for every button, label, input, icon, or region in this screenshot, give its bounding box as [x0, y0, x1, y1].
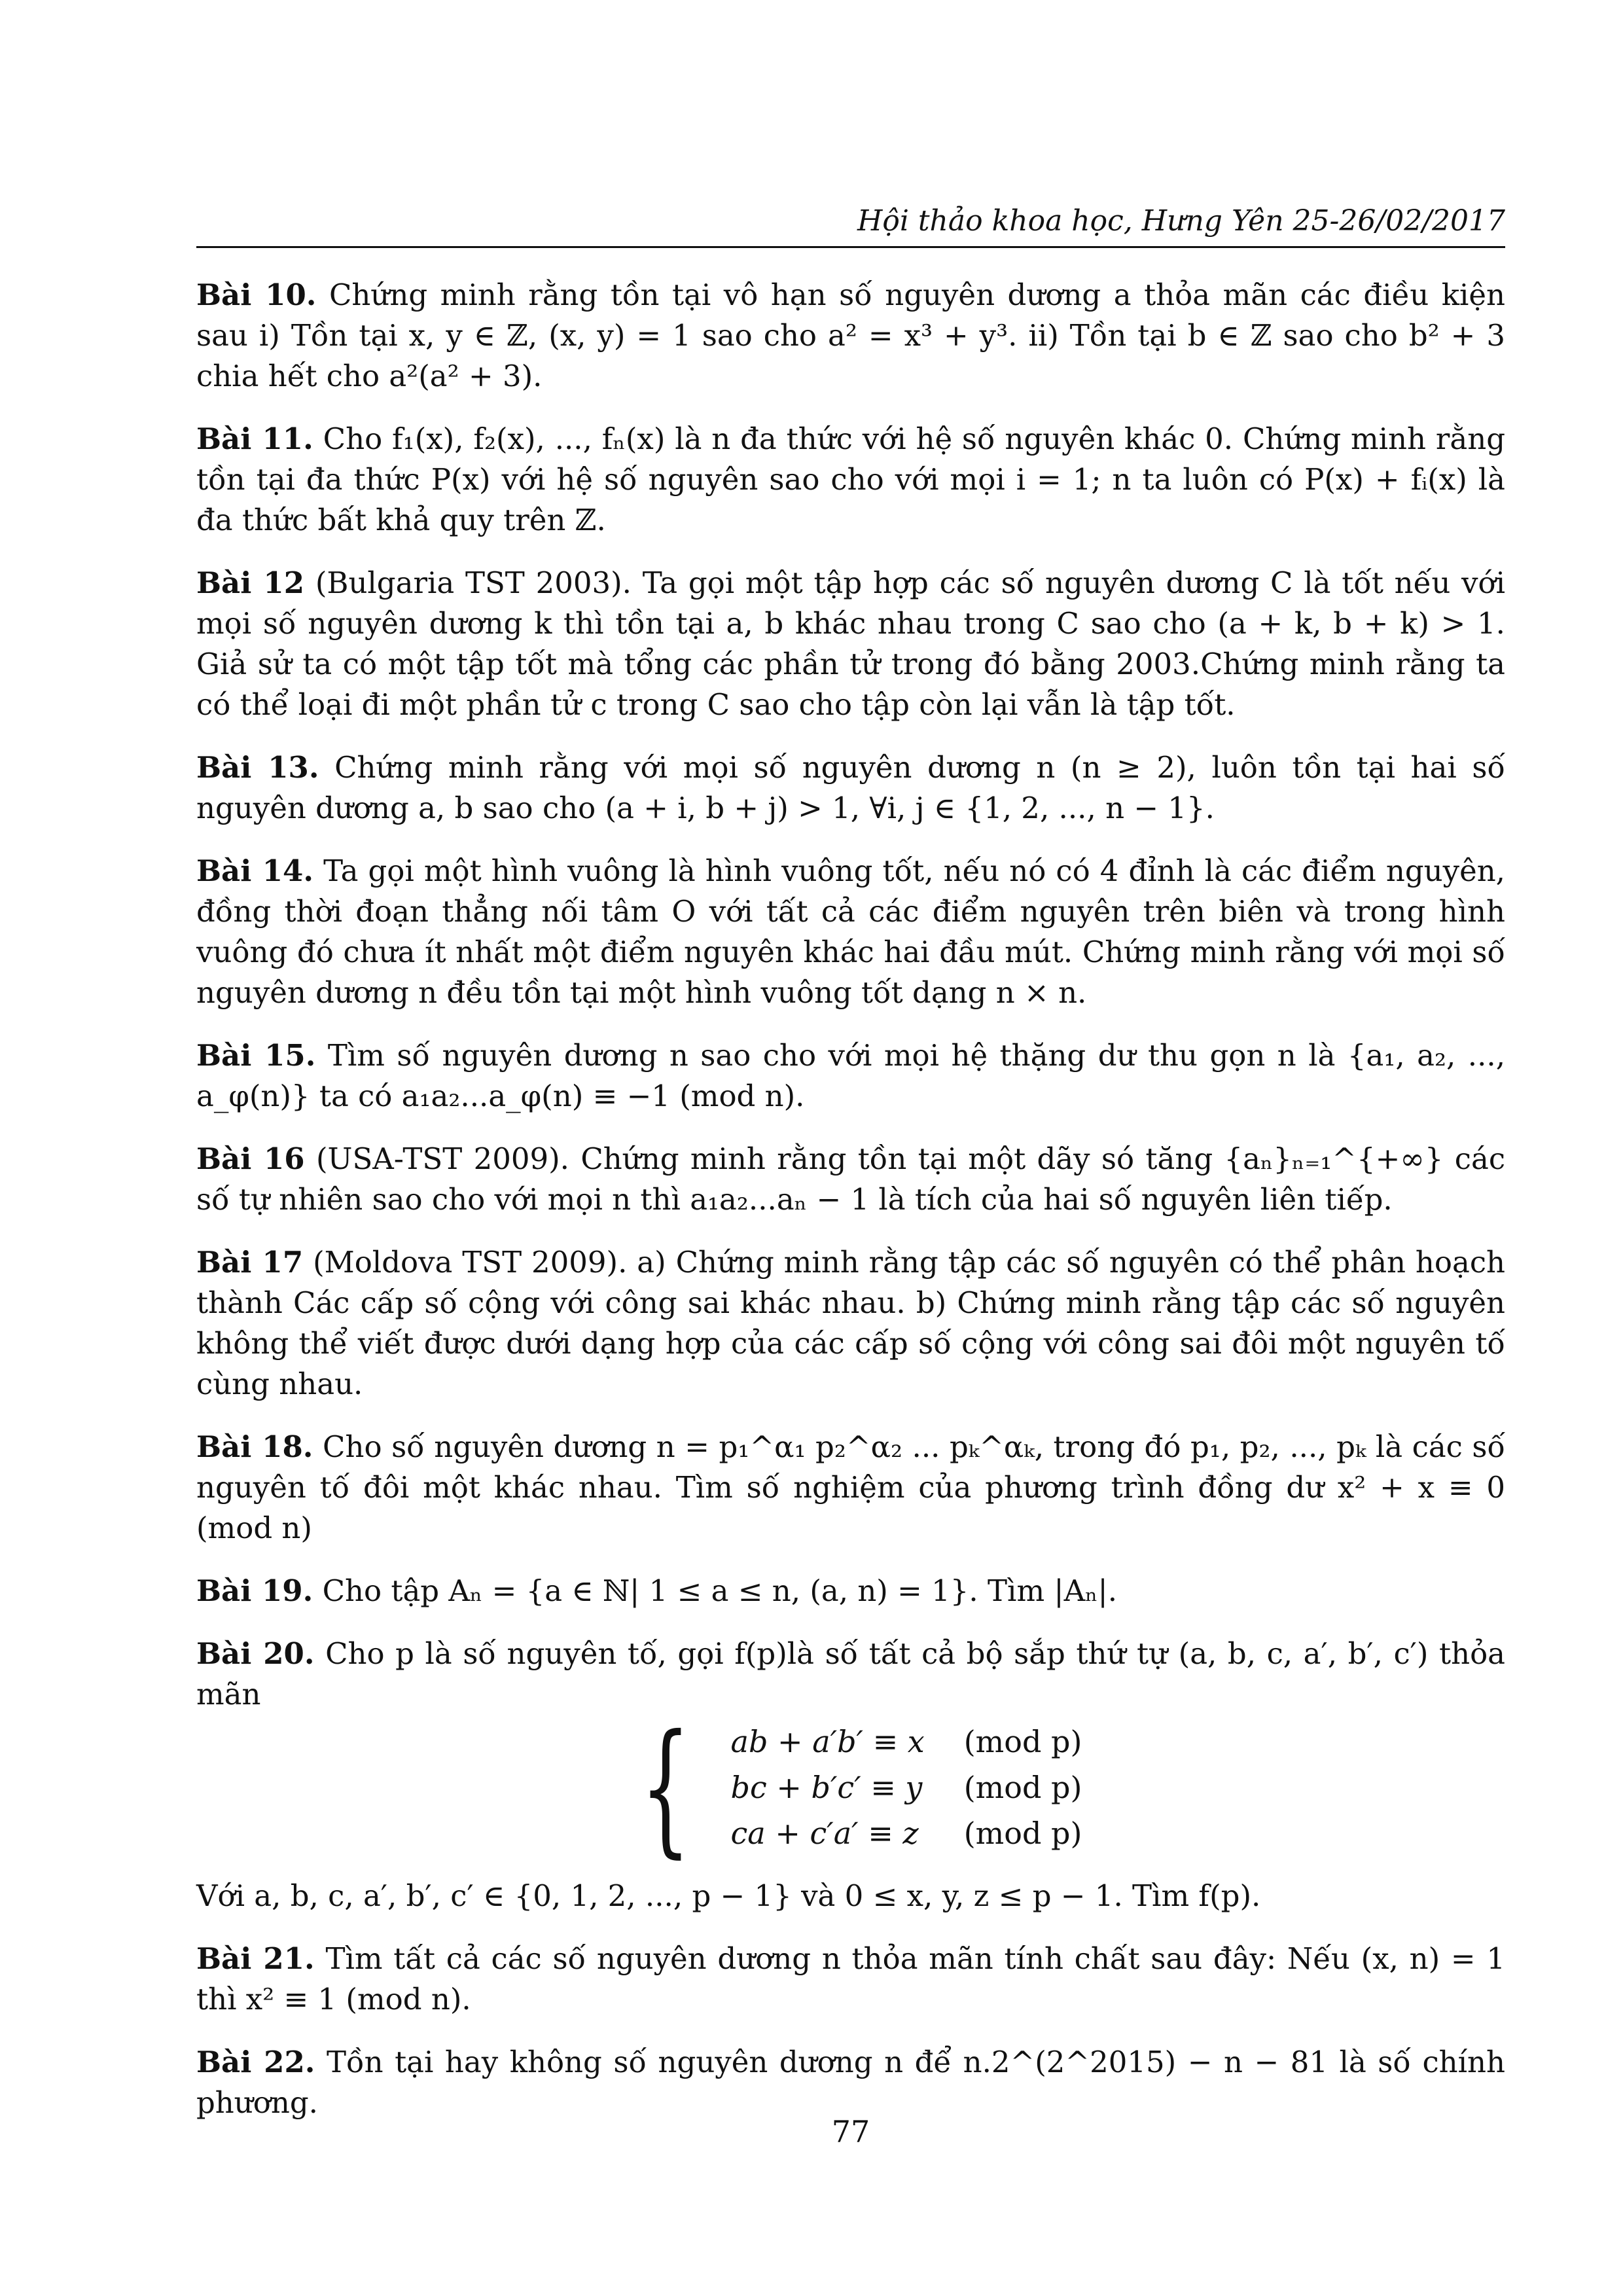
problem-14: [196, 851, 1505, 1013]
running-header: Hội thảo khoa học, Hưng Yên 25-26/02/2017: [857, 204, 1505, 238]
problem-label: Bài 13.: [196, 750, 319, 785]
equation-mod: (mod p): [963, 1770, 1082, 1805]
congruence-system: [196, 1704, 1505, 1871]
problem-text: Chứng minh rằng tồn tại vô hạn số nguyên dương a thỏa mãn các điều kiện sau i) Tồn tại x, y ∈ ℤ, (x, y) = 1 sao cho a² = x³ + y³. ii) Tồn tại b ∈ ℤ sao cho b² + 3 chia hết cho a²(a² + 3).: [196, 278, 1505, 393]
problem-text: a) Chứng minh rằng tập các số nguyên có thể phân hoạch thành Các cấp số cộng với công sai khác nhau. b) Chứng minh rằng tập các số nguyên không thể viết được dưới dạng hợp của các cấp số cộng với công sai đôi một nguyên tố cùng nhau.: [196, 1245, 1506, 1401]
equation-lhs: ab + a′b′ ≡ x: [730, 1724, 925, 1759]
problem-text: Cho số nguyên dương n = p₁^α₁ p₂^α₂ ... pₖ^αₖ, trong đó p₁, p₂, ..., pₖ là các số nguyên tố đôi một khác nhau. Tìm số nghiệm của phương trình đồng dư x² + x ≡ 0 (mod n): [196, 1429, 1506, 1545]
problem-19: [196, 1571, 1505, 1611]
problem-text: Cho f₁(x), f₂(x), ..., fₙ(x) là n đa thức với hệ số nguyên khác 0. Chứng minh rằng tồn tại đa thức P(x) với hệ số nguyên sao cho với mọi i = 1; n ta luôn có P(x) + fᵢ(x) là đa thức bất khả quy trên ℤ.: [196, 422, 1506, 537]
equation-lhs: bc + b′c′ ≡ y: [730, 1770, 923, 1805]
problem-text: Tìm tất cả các số nguyên dương n thỏa mãn tính chất sau đây: Nếu (x, n) = 1 thì x² ≡ 1 (mod n).: [196, 1941, 1505, 2017]
problem-16: [196, 1139, 1505, 1220]
problem-label: Bài 10.: [196, 278, 317, 312]
problem-source: (USA-TST 2009).: [315, 1141, 569, 1176]
problem-text: Cho p là số nguyên tố, gọi f(p)là số tất cả bộ sắp thứ tự (a, b, c, a′, b′, c′) thỏa mãn: [196, 1636, 1505, 1712]
problem-20-conditions: Với a, b, c, a′, b′, c′ ∈ {0, 1, 2, ..., p − 1} và 0 ≤ x, y, z ≤ p − 1. Tìm f(p).: [196, 1878, 1261, 1913]
problem-text: Chứng minh rằng với mọi số nguyên dương n (n ≥ 2), luôn tồn tại hai số nguyên dương a, b sao cho (a + i, b + j) > 1, ∀i, j ∈ {1, 2, ..., n − 1}.: [196, 750, 1505, 825]
problem-source: (Bulgaria TST 2003).: [315, 565, 632, 600]
page-number: 77: [831, 2114, 870, 2149]
problem-text: Cho tập Aₙ = {a ∈ ℕ| 1 ≤ a ≤ n, (a, n) = 1}. Tìm |Aₙ|.: [322, 1573, 1118, 1608]
problem-text: Ta gọi một tập hợp các số nguyên dương C là tốt nếu với mọi số nguyên dương k thì tồn tại a, b khác nhau trong C sao cho (a + k, b + k) > 1. Giả sử ta có một tập tốt mà tổng các phần tử trong đó bằng 2003.Chứng minh rằng ta có thể loại đi một phần tử c trong C sao cho tập còn lại vẫn là tập tốt.: [196, 565, 1505, 722]
problem-18: [196, 1427, 1505, 1549]
problem-22: [196, 2042, 1505, 2123]
problem-label: Bài 15.: [196, 1038, 316, 1073]
problem-10: [196, 275, 1505, 397]
left-brace: {: [640, 1704, 691, 1871]
problem-label: Bài 11.: [196, 422, 313, 456]
problem-label: Bài 19.: [196, 1573, 313, 1608]
problem-20: [196, 1634, 1505, 1715]
equation-mod: (mod p): [963, 1816, 1082, 1851]
problem-label: Bài 20.: [196, 1636, 315, 1671]
problem-text: Chứng minh rằng tồn tại một dãy só tăng {aₙ}ₙ₌₁^{+∞} các số tự nhiên sao cho với mọi n thì a₁a₂...aₙ − 1 là tích của hai số nguyên liên tiếp.: [196, 1141, 1506, 1217]
problem-11: [196, 419, 1505, 541]
problem-12: [196, 563, 1505, 725]
header-rule: [196, 246, 1505, 248]
problem-label: Bài 21.: [196, 1941, 315, 1976]
problem-label: Bài 17: [196, 1245, 304, 1280]
problem-13: [196, 747, 1505, 829]
page-content: [196, 275, 1505, 2145]
problem-label: Bài 18.: [196, 1429, 313, 1464]
equation-mod: (mod p): [963, 1724, 1082, 1759]
problem-label: Bài 14.: [196, 853, 313, 888]
system-equations: [731, 1721, 1082, 1854]
equation-lhs: ca + c′a′ ≡ z: [730, 1816, 919, 1851]
problem-label: Bài 16: [196, 1141, 305, 1176]
problem-21: [196, 1939, 1505, 2020]
problem-15: [196, 1035, 1505, 1117]
problem-17: [196, 1242, 1505, 1405]
problem-text: Ta gọi một hình vuông là hình vuông tốt, nếu nó có 4 đỉnh là các điểm nguyên, đồng thời đoạn thẳng nối tâm O với tất cả các điểm nguyên trên biên và trong hình vuông đó chưa ít nhất một điểm nguyên khác hai đầu mút. Chứng minh rằng với mọi số nguyên dương n đều tồn tại một hình vuông tốt dạng n × n.: [196, 853, 1505, 1010]
problem-label: Bài 22.: [196, 2045, 315, 2079]
problem-label: Bài 12: [196, 565, 305, 600]
problem-source: (Moldova TST 2009).: [313, 1245, 628, 1280]
problem-text: Tồn tại hay không số nguyên dương n để n.2^(2^2015) − n − 81 là số chính phương.: [196, 2045, 1506, 2120]
problem-text: Tìm số nguyên dương n sao cho với mọi hệ thặng dư thu gọn n là {a₁, a₂, ..., a_φ(n)} ta có a₁a₂...a_φ(n) ≡ −1 (mod n).: [196, 1038, 1505, 1113]
